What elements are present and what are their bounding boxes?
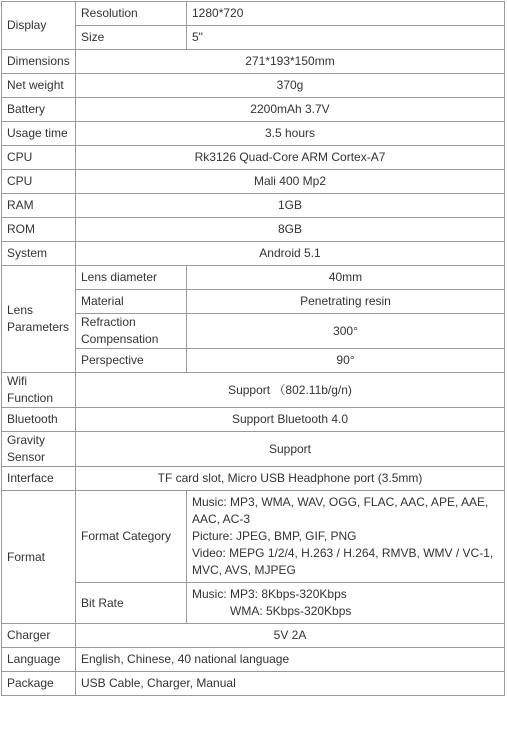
cpu-label: CPU	[2, 146, 76, 170]
cpu-value: Rk3126 Quad-Core ARM Cortex-A7	[76, 146, 505, 170]
row-charger	[2, 624, 505, 648]
gpu-label: CPU	[2, 170, 76, 194]
row-system	[2, 242, 505, 266]
perspective-value: 90°	[187, 349, 505, 373]
language-label: Language	[2, 648, 76, 672]
row-interface	[2, 467, 505, 491]
refraction-value: 300°	[187, 314, 505, 349]
row-lens-perspective	[2, 349, 505, 373]
dimensions-label: Dimensions	[2, 50, 76, 74]
resolution-label: Resolution	[76, 2, 187, 26]
row-gravity-sensor	[2, 432, 505, 467]
net-weight-value: 370g	[76, 74, 505, 98]
system-label: System	[2, 242, 76, 266]
rom-value: 8GB	[76, 218, 505, 242]
format-category-line: Music: MP3, WMA, WAV, OGG, FLAC, AAC, APE, AAE,	[192, 495, 489, 509]
lens-parameters-label	[2, 266, 76, 373]
row-format-category	[2, 491, 505, 583]
row-usage-time	[2, 122, 505, 146]
row-battery	[2, 98, 505, 122]
material-value: Penetrating resin	[187, 290, 505, 314]
usage-time-label: Usage time	[2, 122, 76, 146]
gpu-value: Mali 400 Mp2	[76, 170, 505, 194]
wifi-label	[2, 373, 76, 408]
battery-label: Battery	[2, 98, 76, 122]
net-weight-label: Net weight	[2, 74, 76, 98]
format-category-line: Video: MEPG 1/2/4, H.263 / H.264, RMVB, WMV / VC-1,	[192, 546, 494, 560]
row-ram	[2, 194, 505, 218]
ram-label: RAM	[2, 194, 76, 218]
format-category-line: Picture: JPEG, BMP, GIF, PNG	[192, 529, 357, 543]
refraction-label-line2: Compensation	[81, 332, 159, 346]
format-category-value	[187, 491, 505, 583]
row-dimensions	[2, 50, 505, 74]
row-lens-refraction	[2, 314, 505, 349]
row-cpu	[2, 146, 505, 170]
lens-diameter-label: Lens diameter	[76, 266, 187, 290]
refraction-label-line1: Refraction	[81, 315, 136, 329]
package-label: Package	[2, 672, 76, 696]
resolution-value: 1280*720	[187, 2, 505, 26]
wifi-label-line1: Wifi	[7, 374, 27, 388]
bit-rate-value	[187, 583, 505, 624]
charger-label: Charger	[2, 624, 76, 648]
row-format-bitrate	[2, 583, 505, 624]
gravity-sensor-value: Support	[76, 432, 505, 467]
format-category-line: AAC, AC-3	[192, 512, 251, 526]
row-bluetooth	[2, 408, 505, 432]
format-category-line: MVC, AVS, MJPEG	[192, 563, 296, 577]
material-label: Material	[76, 290, 187, 314]
interface-label: Interface	[2, 467, 76, 491]
row-lens-diameter	[2, 266, 505, 290]
spec-table	[1, 1, 505, 696]
package-value: USB Cable, Charger, Manual	[76, 672, 505, 696]
lens-label-line1: Lens	[7, 303, 34, 317]
gravity-sensor-label	[2, 432, 76, 467]
row-wifi	[2, 373, 505, 408]
format-category-label: Format Category	[76, 491, 187, 583]
row-rom	[2, 218, 505, 242]
system-value: Android 5.1	[76, 242, 505, 266]
interface-value: TF card slot, Micro USB Headphone port (3.5mm)	[76, 467, 505, 491]
size-value: 5"	[187, 26, 505, 50]
row-package	[2, 672, 505, 696]
refraction-label	[76, 314, 187, 349]
perspective-label: Perspective	[76, 349, 187, 373]
bluetooth-label: Bluetooth	[2, 408, 76, 432]
gravity-label-line2: Sensor	[7, 450, 46, 464]
lens-label-line2: Parameters	[7, 320, 70, 334]
battery-value: 2200mAh 3.7V	[76, 98, 505, 122]
wifi-value: Support （802.11b/g/n)	[76, 373, 505, 408]
row-net-weight	[2, 74, 505, 98]
row-language	[2, 648, 505, 672]
row-gpu	[2, 170, 505, 194]
charger-value: 5V 2A	[76, 624, 505, 648]
format-label: Format	[2, 491, 76, 624]
bluetooth-value: Support Bluetooth 4.0	[76, 408, 505, 432]
gravity-label-line1: Gravity	[7, 433, 46, 447]
row-lens-material	[2, 290, 505, 314]
wifi-label-line2: Function	[7, 391, 54, 405]
dimensions-value: 271*193*150mm	[76, 50, 505, 74]
rom-label: ROM	[2, 218, 76, 242]
display-label: Display	[2, 2, 76, 50]
ram-value: 1GB	[76, 194, 505, 218]
usage-time-value: 3.5 hours	[76, 122, 505, 146]
bit-rate-label: Bit Rate	[76, 583, 187, 624]
bit-rate-line: Music: MP3: 8Kbps-320Kbps	[192, 587, 347, 601]
size-label: Size	[76, 26, 187, 50]
row-display-size	[2, 26, 505, 50]
bit-rate-line: WMA: 5Kbps-320Kbps	[230, 604, 352, 618]
language-value: English, Chinese, 40 national language	[76, 648, 505, 672]
lens-diameter-value: 40mm	[187, 266, 505, 290]
row-display-resolution	[2, 2, 505, 26]
